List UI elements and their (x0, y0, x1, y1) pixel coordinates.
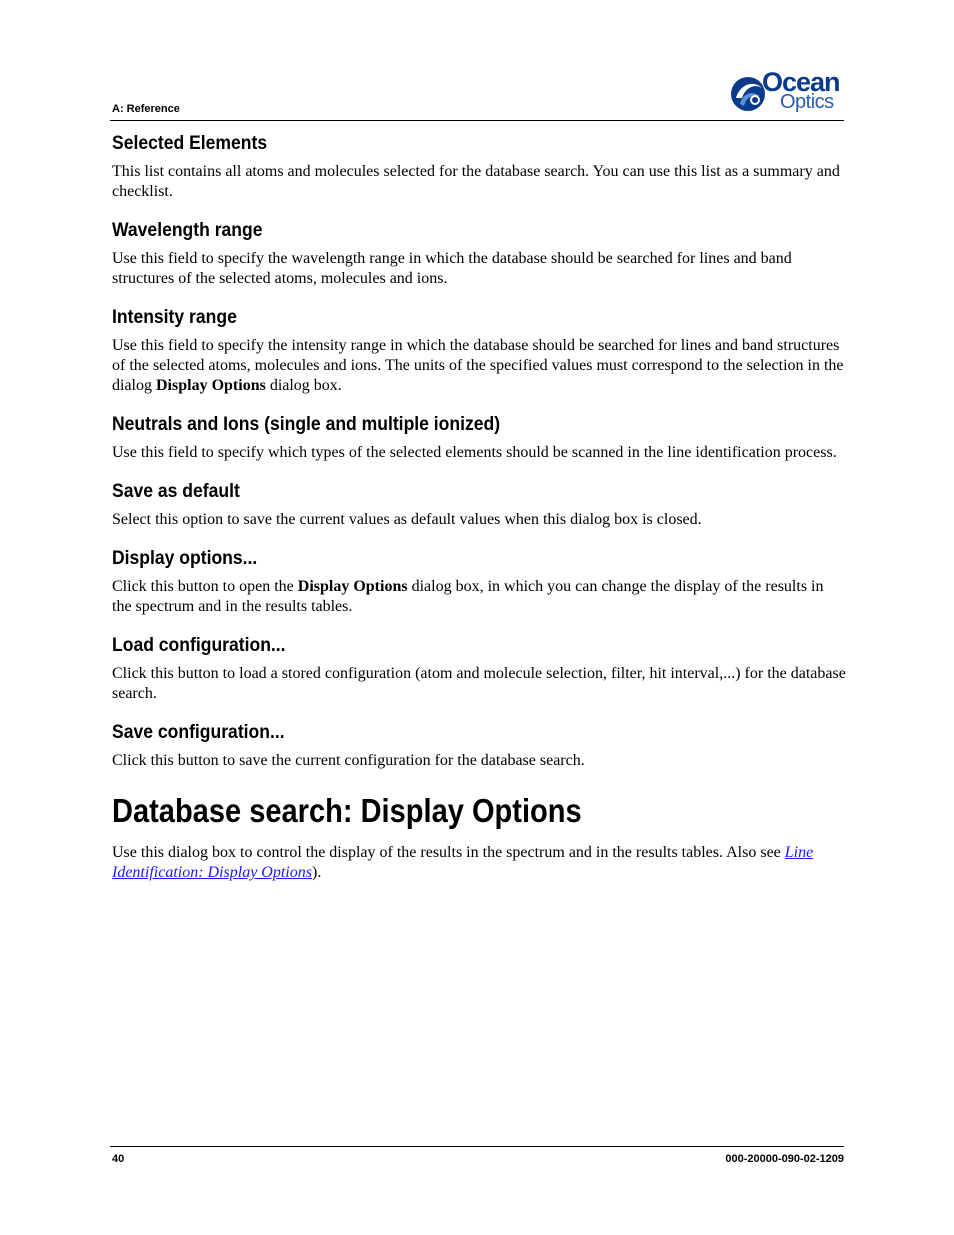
section-heading: Load configuration... (112, 634, 286, 656)
page-number: 40 (112, 1153, 125, 1165)
line-identification-display-options-link[interactable]: Line Identification: Display Options (112, 844, 814, 881)
main-paragraph (112, 843, 847, 883)
bold-term: Display Options (156, 377, 266, 394)
section-heading: Display options... (112, 547, 258, 569)
section-heading: Intensity range (112, 306, 237, 328)
section-heading: Save configuration... (112, 721, 285, 743)
body-text: Use this dialog box to control the display of the results in the spectrum and in the results tables. Also see (112, 844, 785, 861)
logo-text-ocean: Ocean (762, 67, 840, 97)
body-text: dialog box, in which you can change the display of the results in the spectrum and in the results tables. (112, 578, 824, 615)
section-display-options (112, 546, 847, 617)
main-heading: Database search: Display Options (112, 792, 582, 829)
section-save-as-default (112, 479, 847, 530)
header-section-label: A: Reference (112, 103, 180, 115)
section-load-configuration (112, 633, 847, 704)
section-body: This list contains all atoms and molecules selected for the database search. You can use this list as a summary and checklist. (112, 163, 840, 200)
section-body (112, 336, 847, 396)
bold-term: Display Options (297, 578, 408, 595)
ocean-optics-logo (728, 67, 846, 116)
section-heading: Save as default (112, 480, 240, 502)
body-text: ). (311, 864, 322, 881)
logo-text-optics: Optics (780, 91, 834, 113)
section-selected-elements (112, 131, 847, 202)
footer-divider (110, 1146, 844, 1147)
section-heading: Selected Elements (112, 132, 268, 154)
section-neutrals-and-ions (112, 412, 847, 463)
page-content (112, 131, 847, 899)
body-text: Click this button to open the (112, 578, 298, 595)
section-wavelength-range (112, 218, 847, 289)
body-text: Use this field to specify the intensity range in which the database should be searched for lines and band structures of the selected atoms, molecules and ions. The units of the specified values must correspond to the selection in the dialog (112, 337, 844, 394)
header-divider (110, 120, 844, 121)
section-heading: Neutrals and Ions (single and multiple ionized) (112, 413, 501, 435)
section-save-configuration (112, 720, 847, 771)
section-body: Use this field to specify the wavelength range in which the database should be searched for lines and band structures of the selected atoms, molecules and ions. (112, 250, 792, 287)
section-body: Click this button to load a stored configuration (atom and molecule selection, filter, hit interval,...) for the database search. (112, 665, 846, 702)
document-number: 000-20000-090-02-1209 (725, 1153, 844, 1165)
section-intensity-range (112, 305, 847, 396)
section-body: Select this option to save the current values as default values when this dialog box is closed. (112, 511, 702, 528)
section-body (112, 577, 847, 617)
section-heading: Wavelength range (112, 219, 263, 241)
body-text: dialog box. (265, 377, 342, 394)
section-body: Click this button to save the current configuration for the database search. (112, 752, 585, 769)
section-database-search-display-options (112, 791, 847, 883)
section-body: Use this field to specify which types of the selected elements should be scanned in the line identification process. (112, 444, 837, 461)
